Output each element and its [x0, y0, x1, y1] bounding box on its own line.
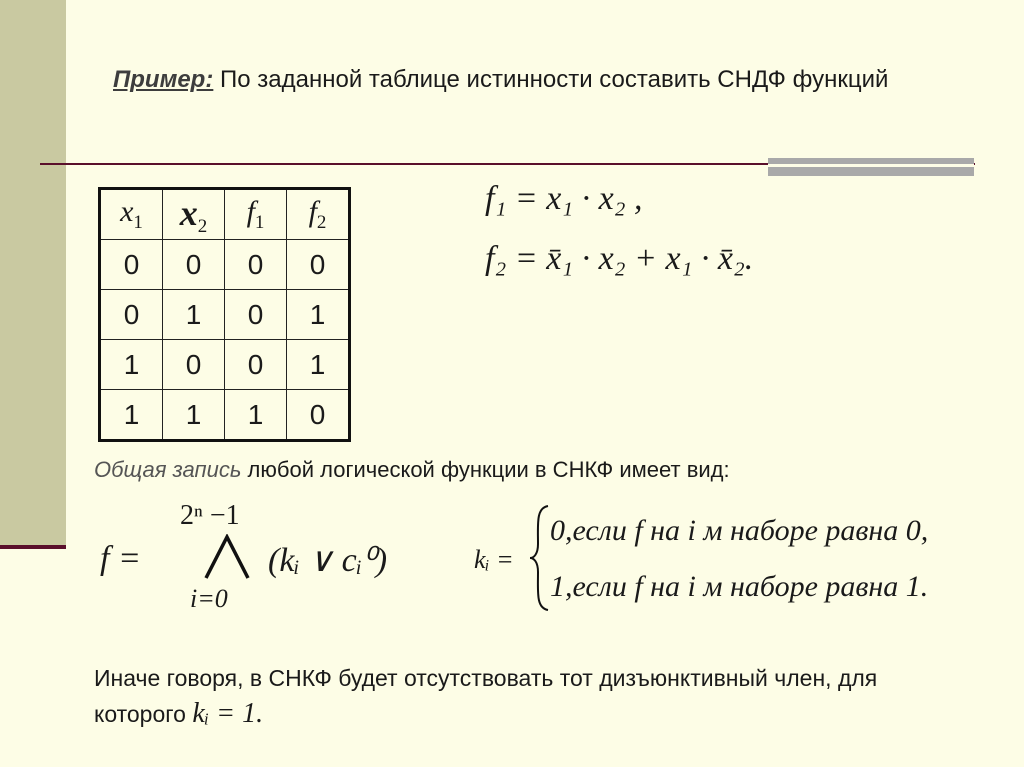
- bottom-paragraph: [94, 660, 974, 732]
- header-cell: $f_1$: [225, 189, 287, 240]
- formula-f2: f₂ = x̄₁ · x₂ + x₁ · x̄₂.: [485, 240, 754, 277]
- table-cell: 0: [100, 240, 163, 290]
- header-cell: $f_2$: [287, 189, 350, 240]
- general-f-equals: f =: [100, 540, 141, 577]
- header-cell: $x_2$: [163, 189, 225, 240]
- bottom-text: Иначе говоря, в СНКФ будет отсутствовать тот дизъюнктивный член, для которого: [94, 665, 878, 727]
- table-cell: 0: [100, 290, 163, 340]
- table-cell: 0: [225, 240, 287, 290]
- decor-grey-bar: [768, 158, 974, 176]
- k-equals: kᵢ =: [474, 545, 514, 574]
- table-cell: 1: [287, 290, 350, 340]
- table-cell: 1: [100, 390, 163, 441]
- table-cell: 0: [163, 340, 225, 390]
- table-cell: 1: [287, 340, 350, 390]
- table-cell: 0: [287, 390, 350, 441]
- table-row: [100, 390, 350, 441]
- general-lead: Общая запись: [94, 457, 242, 482]
- table-cell: 0: [287, 240, 350, 290]
- general-text: любой логической функции в СНКФ имеет вид:: [241, 457, 730, 482]
- case-one: 1,если f на i м наборе равна 1.: [550, 570, 929, 603]
- table-row: [100, 240, 350, 290]
- conjunction-body: (kᵢ ∨ cᵢ⁰): [268, 542, 388, 579]
- general-form-line: [94, 457, 730, 483]
- upper-limit: 2ⁿ −1: [180, 500, 240, 531]
- truth-table: [98, 187, 351, 442]
- slide-title: [113, 64, 953, 96]
- header-cell: $x_1$: [100, 189, 163, 240]
- left-strip-underline: [0, 545, 66, 549]
- table-cell: 1: [225, 390, 287, 441]
- table-cell: 0: [225, 340, 287, 390]
- big-conjunction-icon: [203, 534, 251, 580]
- title-text: По заданной таблице истинности составить СНДФ функций: [213, 66, 889, 93]
- table-cell: 0: [163, 240, 225, 290]
- bottom-formula: kᵢ = 1.: [192, 698, 264, 729]
- table-cell: 0: [225, 290, 287, 340]
- table-cell: 1: [100, 340, 163, 390]
- table-cell: 1: [163, 390, 225, 441]
- formula-f1: f₁ = x₁ · x₂ ,: [485, 180, 643, 217]
- table-row: [100, 290, 350, 340]
- case-zero: 0,если f на i м наборе равна 0,: [550, 514, 929, 547]
- piecewise-brace-icon: [528, 504, 550, 612]
- table-cell: 1: [163, 290, 225, 340]
- table-row: [100, 340, 350, 390]
- truth-table-header: [100, 189, 350, 240]
- title-lead: Пример:: [113, 66, 214, 93]
- left-decor-strip: [0, 0, 66, 548]
- lower-limit: i=0: [190, 584, 228, 613]
